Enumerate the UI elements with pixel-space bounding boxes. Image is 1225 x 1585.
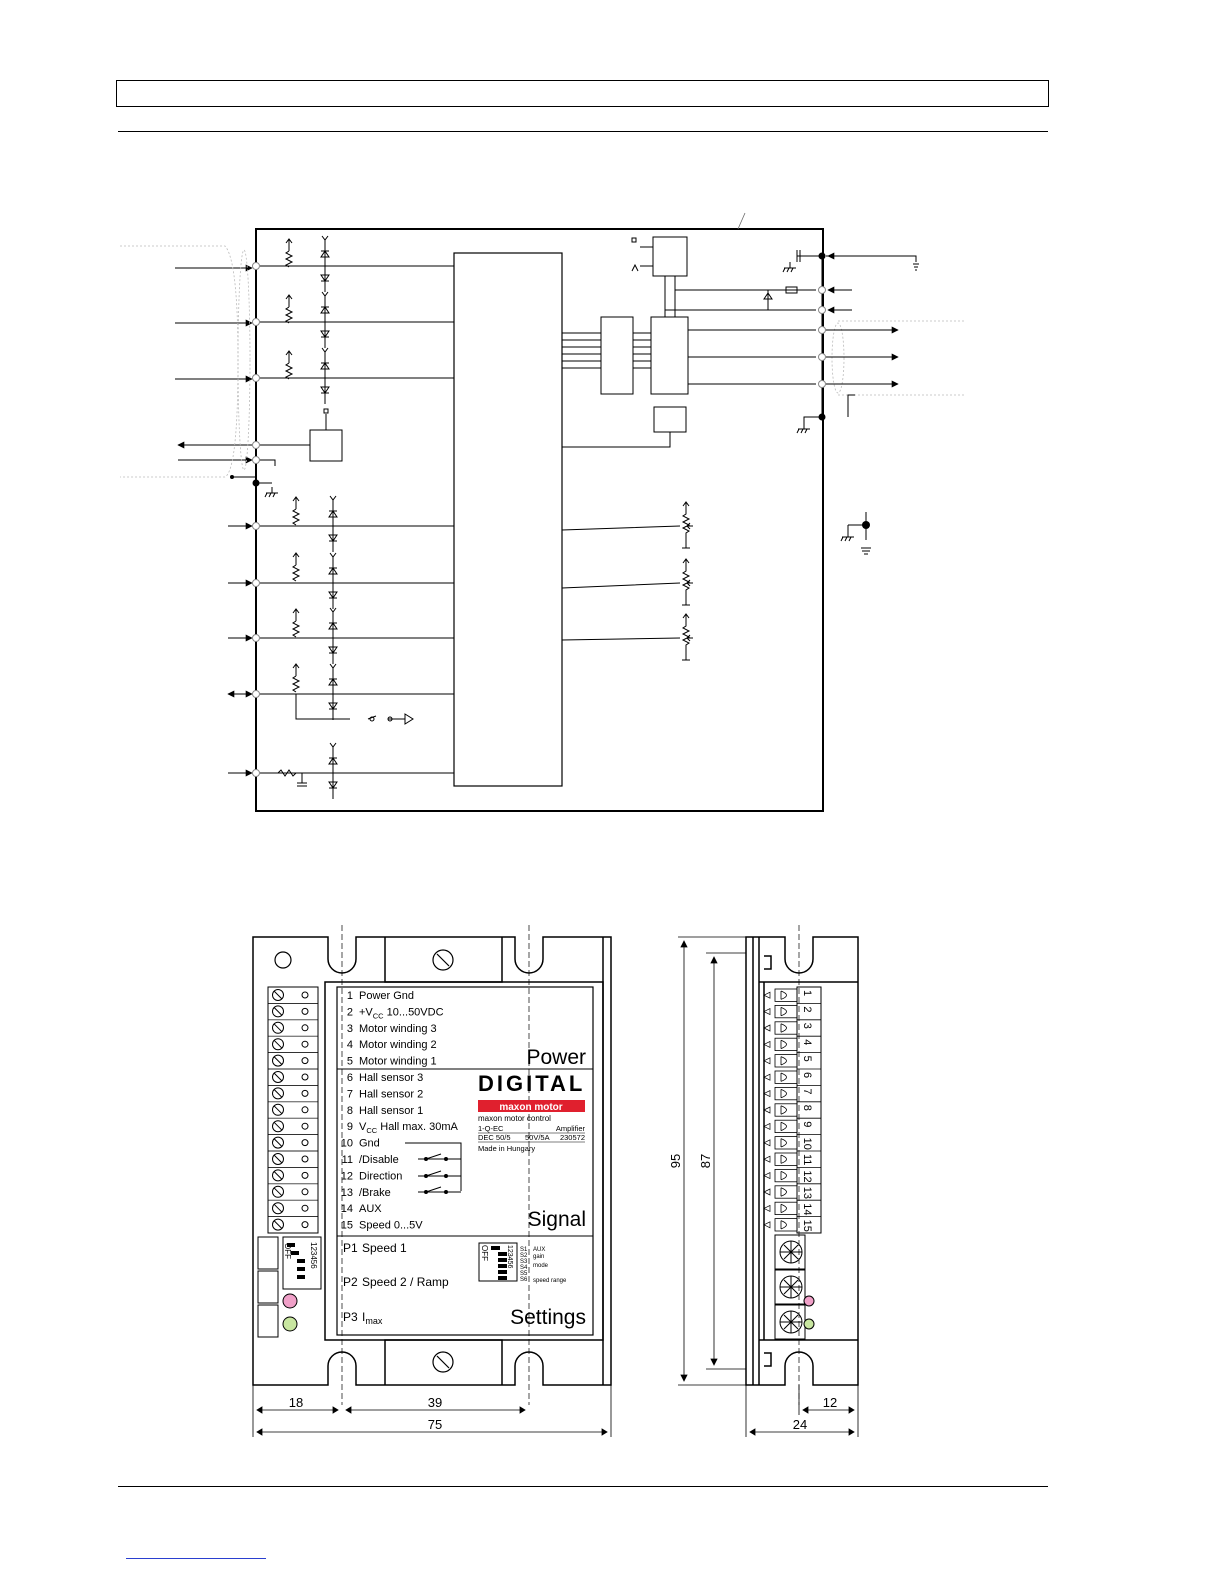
terminal-number: 13 [340, 1186, 353, 1199]
terminal-label: Hall sensor 1 [359, 1104, 424, 1117]
status-led-red [283, 1294, 297, 1308]
hall-pullups [286, 236, 329, 404]
clamp-icon [781, 1073, 787, 1081]
side-terminal[interactable] [775, 989, 797, 1001]
switch-note-aux: AUX [533, 1247, 546, 1253]
side-terminal[interactable] [775, 1071, 797, 1083]
switch-legend-item: S1 [520, 1247, 528, 1253]
side-terminal-number: 3 [801, 1022, 813, 1029]
switch-legend-item: S3 [520, 1259, 528, 1265]
terminal-hole [302, 1172, 308, 1178]
side-terminal-number: 10 [801, 1137, 813, 1150]
terminal-label: $V_{CC}$ Hall max. 30mA [359, 1121, 458, 1136]
screw-slot [274, 991, 282, 999]
terminal-number: 15 [340, 1219, 353, 1232]
brand-company: maxon motor control [478, 1114, 551, 1123]
terminal-hole [302, 1140, 308, 1146]
pot-label: Speed 1 [362, 1241, 407, 1255]
header-box [116, 80, 1049, 107]
screw-slot [274, 1106, 282, 1114]
terminal-hole [302, 1090, 308, 1096]
terminal-hole [302, 1074, 308, 1080]
terminal-label: Power Gnd [359, 990, 415, 1002]
side-terminal-number: 13 [801, 1186, 813, 1200]
terminal-number: 14 [340, 1203, 353, 1216]
terminal-hole [302, 1189, 308, 1195]
terminal-hole [302, 1058, 308, 1064]
screw-slot [274, 1007, 282, 1015]
terminal-number: 3 [346, 1022, 353, 1035]
clamp-icon [781, 1204, 787, 1212]
terminal-hole [302, 1123, 308, 1129]
terminal-number: 6 [346, 1072, 353, 1084]
wire-entry-icon [764, 1074, 770, 1080]
brand-logo: DIGITAL [478, 1071, 586, 1096]
switch-legend-item: S5 [520, 1271, 528, 1277]
terminal-slot[interactable] [268, 1184, 318, 1200]
side-terminal-number: 7 [801, 1088, 813, 1095]
terminal-hole [302, 1222, 308, 1228]
status-led-green [283, 1317, 297, 1331]
side-terminal[interactable] [775, 1005, 797, 1017]
side-terminal-number: 2 [801, 1006, 813, 1013]
wire-entry-icon [764, 1205, 770, 1211]
side-terminal-number: 1 [801, 990, 813, 997]
side-terminal-number: 4 [801, 1039, 813, 1046]
clamp-icon [781, 1122, 787, 1130]
terminal-label: /Disable [359, 1154, 399, 1166]
wire-entry-icon [764, 1222, 770, 1228]
terminal-slot[interactable] [268, 1053, 318, 1069]
terminal-label: Motor winding 2 [359, 1039, 437, 1052]
dim-front-total: 75 [427, 1417, 443, 1432]
side-terminal[interactable] [775, 1153, 797, 1165]
header-rule [118, 131, 1048, 132]
terminal-hole [302, 1205, 308, 1211]
settings-dip-numbers: 123456 [506, 1245, 513, 1269]
section-settings: Settings [510, 1306, 586, 1329]
screw-slot [274, 1221, 282, 1229]
terminal-number: 1 [346, 990, 353, 1002]
brand-model: DEC 50/5 [478, 1133, 511, 1142]
terminal-slot[interactable] [268, 1003, 318, 1019]
clamp-icon [781, 1007, 787, 1015]
terminal-slot[interactable] [268, 1167, 318, 1183]
dim-side-outer: 95 [668, 1153, 683, 1169]
wire-entry-icon [764, 1041, 770, 1047]
terminal-label: /Brake [359, 1186, 391, 1199]
screw-slot [274, 1171, 282, 1179]
switch-note-mode: mode [533, 1263, 549, 1269]
settings-dip-off: OFF [480, 1245, 489, 1261]
screw-slot [274, 1089, 282, 1097]
terminal-slot[interactable] [268, 1200, 318, 1216]
screw-slot [274, 1155, 282, 1163]
side-terminal[interactable] [775, 1120, 797, 1132]
screw-slot [274, 1204, 282, 1212]
dim-side-total: 24 [792, 1417, 808, 1432]
side-led-green [804, 1319, 814, 1329]
terminal-number: 2 [346, 1006, 353, 1019]
switch-note-range: speed range [533, 1278, 567, 1284]
side-led-red [804, 1296, 814, 1306]
side-terminal-number: 5 [801, 1055, 813, 1062]
screw-slot [274, 1122, 282, 1130]
side-terminal-number: 15 [801, 1219, 813, 1232]
side-terminal-number: 11 [801, 1154, 813, 1166]
terminal-number: 11 [341, 1154, 353, 1166]
terminal-label: Direction [359, 1170, 403, 1183]
footer-link-underline[interactable] [126, 1558, 266, 1559]
switch-legend-item: S4 [520, 1265, 528, 1271]
side-terminal[interactable] [775, 1104, 797, 1116]
side-terminal-number: 14 [801, 1203, 813, 1216]
screw-slot [274, 1188, 282, 1196]
pot-number: P1 [343, 1241, 358, 1255]
screw-slot [274, 1057, 282, 1065]
terminal-number: 5 [346, 1055, 353, 1068]
wire-entry-icon [764, 992, 770, 998]
section-power: Power [526, 1046, 586, 1069]
dip-off-label: OFF [283, 1243, 292, 1259]
clamp-icon [781, 991, 787, 999]
clamp-icon [781, 1106, 787, 1114]
clamp-icon [781, 1024, 787, 1032]
front-terminal-strip [268, 987, 318, 1233]
side-terminal-number: 12 [801, 1170, 813, 1183]
switch-legend-item: S6 [520, 1277, 528, 1283]
clamp-icon [781, 1089, 787, 1097]
switch-legend-item: S2 [520, 1253, 528, 1259]
terminal-number: 9 [346, 1121, 353, 1134]
side-terminal-strip [764, 987, 821, 1233]
side-terminal-number: 8 [801, 1104, 813, 1111]
brand-origin: Made in Hungary [478, 1144, 536, 1153]
side-terminal[interactable] [775, 1169, 797, 1181]
screw-slot [274, 1139, 282, 1147]
clamp-icon [781, 1057, 787, 1065]
pot-number: P3 [343, 1310, 358, 1324]
terminal-hole [302, 1041, 308, 1047]
terminal-slot[interactable] [268, 1135, 318, 1151]
section-signal: Signal [527, 1208, 586, 1231]
dim-front-left: 18 [288, 1395, 304, 1410]
wire-entry-icon [764, 1025, 770, 1031]
terminal-number: 8 [346, 1104, 353, 1117]
terminal-slot[interactable] [268, 1069, 318, 1085]
side-view-drawing [660, 925, 880, 1445]
switch-legend [520, 1247, 528, 1283]
brand-part: 230572 [559, 1133, 585, 1142]
terminal-number: 10 [340, 1137, 353, 1150]
terminal-label: Hall sensor 2 [359, 1088, 424, 1101]
terminal-number: 12 [340, 1170, 353, 1183]
terminal-label: Hall sensor 3 [359, 1072, 424, 1084]
wire-entry-icon [764, 1156, 770, 1162]
dim-side-inner: 87 [698, 1153, 713, 1169]
brand-banner-text: maxon motor [499, 1102, 563, 1113]
wire-entry-icon [764, 1091, 770, 1097]
pot-number: P2 [343, 1275, 358, 1289]
terminal-slot[interactable] [268, 987, 318, 1003]
terminal-label: Motor winding 1 [359, 1055, 437, 1068]
screw-slot [274, 1040, 282, 1048]
side-terminal[interactable] [775, 1137, 797, 1149]
terminal-label: Motor winding 3 [359, 1022, 437, 1035]
terminal-label: Speed 0...5V [359, 1219, 423, 1232]
wire-entry-icon [764, 1058, 770, 1064]
terminal-number: 7 [346, 1088, 353, 1101]
side-terminal[interactable] [775, 1022, 797, 1034]
side-terminal[interactable] [775, 1202, 797, 1214]
wire-entry-icon [764, 1140, 770, 1146]
side-terminal-number: 6 [801, 1072, 813, 1079]
screw-slot [274, 1024, 282, 1032]
clamp-icon [781, 1139, 787, 1147]
clamp-icon [781, 1155, 787, 1163]
front-terminal-labels [341, 990, 459, 1232]
terminal-label: AUX [359, 1203, 382, 1216]
terminal-slot[interactable] [268, 1151, 318, 1167]
wire-entry-icon [764, 1189, 770, 1195]
block-diagram [0, 200, 1225, 830]
terminal-hole [302, 1156, 308, 1162]
clamp-icon [781, 1171, 787, 1179]
footer-rule [118, 1486, 1048, 1487]
terminal-hole [302, 992, 308, 998]
clamp-icon [781, 1188, 787, 1196]
side-terminal-number: 9 [801, 1121, 813, 1128]
brand-rating: 50V/5A [525, 1133, 550, 1142]
terminal-hole [302, 1008, 308, 1014]
clamp-icon [781, 1040, 787, 1048]
pot-label: $I_{max}$ [362, 1310, 383, 1326]
wire-entry-icon [764, 1009, 770, 1015]
screw-slot [274, 1073, 282, 1081]
wire-entry-icon [764, 1173, 770, 1179]
side-terminal[interactable] [775, 1186, 797, 1198]
terminal-slot[interactable] [268, 1217, 318, 1233]
wire-entry-icon [764, 1107, 770, 1113]
wire-entry-icon [764, 1123, 770, 1129]
terminal-slot[interactable] [268, 1118, 318, 1134]
terminal-number: 4 [346, 1039, 353, 1052]
terminal-slot[interactable] [268, 1020, 318, 1036]
side-terminal[interactable] [775, 1219, 797, 1231]
clamp-icon [781, 1221, 787, 1229]
terminal-hole [302, 1025, 308, 1031]
front-view-drawing [240, 925, 620, 1445]
terminal-slot[interactable] [268, 1036, 318, 1052]
side-terminal[interactable] [775, 1055, 797, 1067]
brand-type-right: Amplifier [555, 1124, 585, 1133]
dip-numbers: 123456 [309, 1242, 318, 1269]
brand-type-left: 1-Q-EC [478, 1124, 504, 1133]
pot-label: Speed 2 / Ramp [362, 1275, 449, 1289]
terminal-slot[interactable] [268, 1102, 318, 1118]
terminal-label: Gnd [359, 1137, 380, 1150]
terminal-label: $+V_{CC}$ 10...50VDC [359, 1006, 444, 1021]
side-terminal[interactable] [775, 1038, 797, 1050]
switch-note-gain: gain [533, 1254, 545, 1260]
pot-labels [343, 1241, 449, 1326]
dim-front-middle: 39 [427, 1395, 443, 1410]
side-terminal[interactable] [775, 1087, 797, 1099]
terminal-hole [302, 1107, 308, 1113]
terminal-slot[interactable] [268, 1085, 318, 1101]
dim-side-right: 12 [822, 1395, 838, 1410]
